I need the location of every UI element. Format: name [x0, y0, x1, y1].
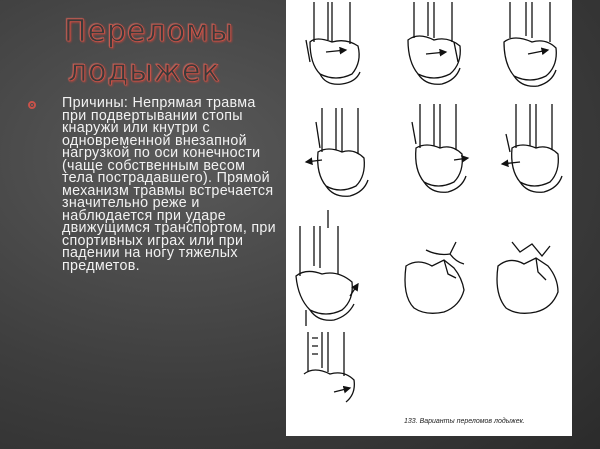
fracture-variant-4: [306, 108, 368, 228]
fracture-variant-7: [296, 226, 358, 326]
fracture-variant-3: [504, 2, 556, 86]
bullet-item: [28, 97, 276, 272]
fracture-variant-9: [497, 242, 558, 313]
fracture-variant-8: [405, 242, 464, 313]
bullet-text: Причины: Непрямая травма при подвертывании стопы кнаружи или кнутри с одновременной внезапной нагрузкой по оси конечности (чаще собственным весом тела пострадавшего). Прямой механизм травмы встречается значительно реже и наблюдается при ударе движущимся транспортом, при спортивных играх или при падении на ногу тяжелых предметов.: [62, 95, 276, 274]
fracture-variant-6: [502, 104, 562, 192]
fracture-illustration: [286, 0, 572, 436]
fracture-variant-5: [412, 104, 468, 192]
title-line-2: лодыжек: [68, 54, 221, 89]
title-line-1: Переломы: [64, 14, 235, 49]
figure-caption: 133. Варианты переломов лодыжек.: [404, 418, 525, 425]
bullet-circle-icon: [28, 101, 36, 109]
fracture-variant-1: [306, 2, 360, 84]
fracture-variant-10: [304, 332, 354, 402]
fracture-variant-2: [408, 2, 460, 84]
ankle-fracture-drawings-icon: [286, 0, 572, 436]
slide-title: [64, 12, 284, 92]
